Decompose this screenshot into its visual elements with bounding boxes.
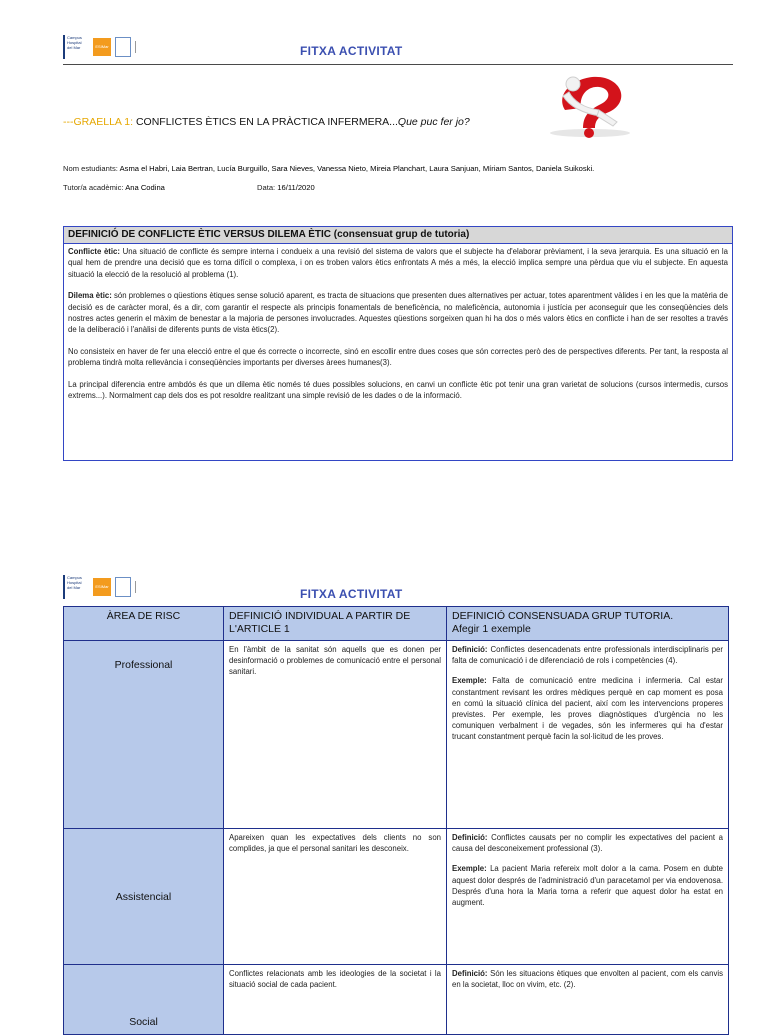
table-row bbox=[64, 829, 729, 965]
consensus-cell bbox=[447, 641, 729, 829]
dilemma-paragraph bbox=[68, 290, 728, 336]
header-consensus-line2: Afegir 1 exemple bbox=[452, 623, 531, 635]
area-cell: Professional bbox=[64, 641, 224, 829]
definition-text: Conflictes causats per no complir les expectatives del pacient a causa del desconeixement professional (3). bbox=[452, 833, 723, 854]
institution-logos-page2 bbox=[63, 575, 162, 599]
students-label: Nom estudiants: bbox=[63, 164, 118, 173]
table-row bbox=[64, 641, 729, 829]
tutor-label: Tutor/a acadèmic: bbox=[63, 183, 124, 192]
date-line bbox=[257, 183, 315, 192]
campus-hospital-del-mar-logo: Campus Hospital del Mar bbox=[63, 575, 89, 599]
graella-text: CONFLICTES ÈTICS EN LA PRÀCTICA INFERMERA... bbox=[135, 116, 398, 128]
header-individual: DEFINICIÓ INDIVIDUAL A PARTIR DE L'ARTICLE 1 bbox=[224, 607, 447, 641]
table-row bbox=[64, 965, 729, 1035]
definition-term: Definició: bbox=[452, 969, 488, 978]
definition-text: Conflictes desencadenats entre professionals interdisciplinaris per falta de comunicació i de diferenciació de rols i competències (4). bbox=[452, 645, 723, 666]
definition-text: Són les situacions ètiques que envolten al pacient, com els canvis en la societat, lloc on vivim, etc. (2). bbox=[452, 969, 723, 990]
date-value: 16/11/2020 bbox=[277, 183, 315, 192]
date-label: Data: bbox=[257, 183, 276, 192]
individual-cell: Apareixen quan les expectatives dels clients no son complides, ja que el personal sanitari les desconeix. bbox=[224, 829, 447, 965]
page-title: FITXA ACTIVITAT bbox=[300, 44, 403, 58]
dilemma-term: Dilema ètic: bbox=[68, 291, 112, 301]
definition-term: Definició: bbox=[452, 833, 488, 842]
definition-body bbox=[64, 244, 732, 413]
question-mark-figure-image bbox=[543, 70, 633, 138]
students-line bbox=[63, 164, 743, 173]
area-cell: Assistencial bbox=[64, 829, 224, 965]
tutor-line bbox=[63, 183, 165, 192]
conflict-paragraph bbox=[68, 246, 728, 280]
area-cell: Social bbox=[64, 965, 224, 1035]
consensus-cell bbox=[447, 965, 729, 1035]
upf-logo bbox=[115, 37, 131, 57]
example-text: Falta de comunicació entre medicina i infermeria. Cal estar constantment revisant les ordres mèdiques perquè en cap moment es posa en comú la situació clínica del pacient, així com les intervencions properes previstes. Per exemple, les proves diagnòstiques d'urgència no les comuniquen verbalment i de vegades, són les infermeres qui ha d'estar trucant constantment perquè facin la sol·licitud de les proves. bbox=[452, 676, 723, 742]
students-value: Asma el Habri, Laia Bertran, Lucía Burguillo, Sara Nieves, Vanessa Nieto, Mireia Planchart, Laura Sanjuan, Míriam Santos, Daniela Suikoski. bbox=[119, 164, 595, 173]
definition-box bbox=[63, 226, 733, 461]
risk-area-table bbox=[63, 606, 729, 1035]
graella-title bbox=[63, 116, 470, 128]
table-header-row bbox=[64, 607, 729, 641]
individual-cell: En l'àmbit de la sanitat són aquells que es donen per desinformació o problemes de comunicació entre el personal sanitari. bbox=[224, 641, 447, 829]
paragraph-4: La principal diferencia entre ambdós és que un dilema ètic només té dues possibles solucions, en canvi un conflicte ètic pot tenir una gran varietat de solucions (cursos intermedis, cursos extrems...). Normalment cap dels dos es pot resoldre realitzant una simple revisió de les dades o de la informació. bbox=[68, 379, 728, 401]
tutor-value: Ana Codina bbox=[125, 183, 165, 192]
graella-prefix: ---GRAELLA 1: bbox=[63, 116, 134, 128]
header-consensus-line1: DEFINICIÓ CONSENSUADA GRUP TUTORIA. bbox=[452, 610, 674, 622]
page2-title: FITXA ACTIVITAT bbox=[300, 587, 403, 601]
individual-cell: Conflictes relacionats amb les ideologies de la societat i la situació social de cada pacient. bbox=[224, 965, 447, 1035]
institution-logos bbox=[63, 35, 162, 59]
example-text: La pacient Maria refereix molt dolor a la cama. Posem en dubte aquest dolor després de l'administració d'un paracetamol per via endovenosa. Després d'una hora la Maria torna a referir que aquest dolor ha estat en augment. bbox=[452, 864, 723, 908]
header-divider bbox=[63, 64, 733, 65]
conflict-text: Una situació de conflicte és sempre interna i condueix a una revisió del sistema de valors que el subjecte ha d'elaborar prèviament, i la seva jerarquia. Es una situació en la qual hem de prendre una decisió que es torna difícil o complexa, i on es troben valors ètics enfrontats A més a més, la elecció implica sempre una pèrdua que viu el subjecte. En aquesta situació la elecció de la resolució al problema (1). bbox=[68, 247, 728, 279]
partner-logo bbox=[135, 41, 162, 53]
paragraph-3: No consisteix en haver de fer una elecció entre el que és correcte o incorrecte, sinó en escollir entre dues coses que són correctes però des de perspectives diferents. Per tant, la resposta al problema tindrà molta rellevància i conseqüències importants per diverses àrees humanes(3). bbox=[68, 346, 728, 368]
upf-logo bbox=[115, 577, 131, 597]
header-area: ÀREA DE RISC bbox=[64, 607, 224, 641]
example-term: Exemple: bbox=[452, 676, 487, 686]
consensus-cell bbox=[447, 829, 729, 965]
conflict-term: Conflicte ètic: bbox=[68, 247, 120, 256]
esimar-logo: ESIMar bbox=[93, 578, 111, 596]
esimar-logo: ESIMar bbox=[93, 38, 111, 56]
example-term: Exemple: bbox=[452, 864, 487, 874]
header-consensus bbox=[447, 607, 729, 641]
graella-question: Que puc fer jo? bbox=[397, 116, 470, 128]
definition-term: Definició: bbox=[452, 645, 488, 654]
definition-heading: DEFINICIÓ DE CONFLICTE ÈTIC VERSUS DILEMA ÈTIC (consensuat grup de tutoria) bbox=[64, 227, 732, 244]
campus-hospital-del-mar-logo: Campus Hospital del Mar bbox=[63, 35, 89, 59]
dilemma-text: són problemes o qüestions ètiques sense solució aparent, es tracta de situacions que presenten dues alternatives per actuar, totes aparentment vàlides i en les que la matèria de decisió es de caràcter moral, és a dir, com garantir el respecte als principis fonamentals de beneficència, no maleficència, autonomia i justícia per aconseguir que les conseqüències dels nostres actes generin el màxim de benestar a la majoria de persones involucrades. Aquestes qüestions sorgeixen quan hi ha dos o més valors ètics en conflicte i han de ser resoltes a través de la deliberació i l'anàlisi de diferents punts de vista ètics(2). bbox=[68, 291, 728, 335]
partner-logo bbox=[135, 581, 162, 593]
